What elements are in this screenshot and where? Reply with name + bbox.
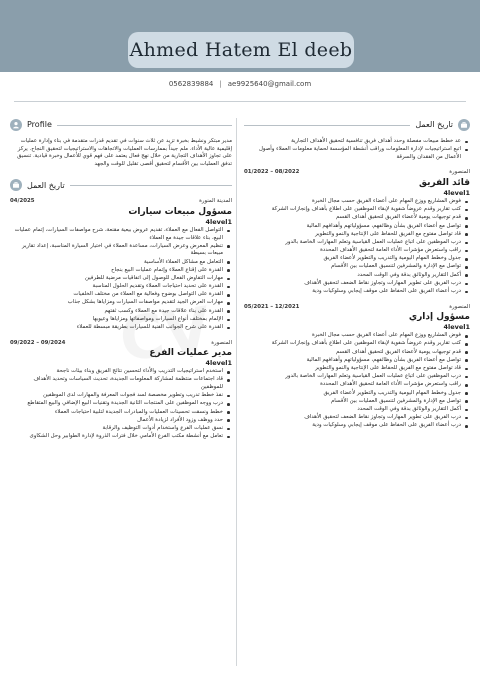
job-title: مسؤول إداري xyxy=(408,312,470,323)
profile-summary: مدير مبتكر ونشيط بخبرة تزيد عن ثلاث سنوات في تقديم قدرات متقدمة في بناء وإدارة عمليات إقليمية عالية الأداء. ملم جيداً بممارسات العمليات والاتجاهات والاستراتيجيات لتحقيق النجاح. يركز على تجاوز الأهداف التجارية من خلال نهج فعال يعتمد على فهم قوي للأعمال وخبرة قيادية. تنسيق تدفق العمليات بين الأقسام لتحقيق أقصى تقليل للوقت والجهد xyxy=(17,138,232,167)
job-meta xyxy=(10,340,232,348)
list-item: نفذ خطط تدريب وتطوير مخصصة لسد فجوات المعرفة والمهارات لدى الموظفين xyxy=(10,392,223,400)
job-entry xyxy=(244,304,470,430)
profile-title: Profile xyxy=(27,120,52,130)
section-rule xyxy=(57,125,232,126)
list-item: درب أعضاء الفريق على الحفاظ على موقف إيجابي وسلوكيات ودية xyxy=(244,422,461,430)
list-item: جدول وخطط المهام اليومية والتدريب والتطوير لأعضاء الفريق xyxy=(244,390,461,398)
work-history-heading-left xyxy=(10,178,232,192)
list-item: تواصل مع أعضاء الفريق بشأن وظائفهم، مسؤولياتهم وأهدافهم المالية xyxy=(244,357,461,365)
job-location: المنصورة xyxy=(211,339,232,346)
section-rule xyxy=(244,125,410,126)
list-item: التعامل مع مشاكل العملاء الأساسية xyxy=(10,259,223,267)
list-item: أكمل التقارير والوثائق بدقة وفي الوقت المحدد xyxy=(244,272,461,280)
work-history-heading-right xyxy=(244,118,470,132)
work-history-title-left: تاريخ العمل xyxy=(27,180,65,190)
list-item: القدرة على بناء علاقات جيدة مع العملاء وكسب ثقتهم xyxy=(10,308,223,316)
list-item: قدم توجيهات يومية لأعضاء الفريق لتحقيق أهداف القسم xyxy=(244,349,461,357)
list-item: القدرة على التواصل بوضوح وفعالية مع العملاء من مختلف الخلفيات xyxy=(10,291,223,299)
list-item: درب أعضاء الفريق على الحفاظ على موقف إيجابي وسلوكيات ودية xyxy=(244,288,461,296)
list-item: تنظيم المعرض وعرض السيارات، مساعدة العملاء في اختيار السيارة المناسبة، إعداد تقارير مبيعات بسيطة xyxy=(10,243,223,258)
job-meta xyxy=(244,304,470,312)
list-item: القدرة على شرح الجوانب الفنية للسيارات بطريقة مبسطة للعملاء xyxy=(10,324,223,332)
list-item: قاد اجتماعات منتظمة لمشاركة المعلومات الجديدة، تحديث السياسات وتحديد الأهداف للموظفين xyxy=(10,376,223,391)
phone-number: 0562839884 xyxy=(168,80,214,88)
list-item: نسق عمليات الفرع واستخدام أدوات التوظيف والرقابة xyxy=(10,425,223,433)
list-item: مهارات التفاوض الفعال للوصول إلى اتفاقيات مرضية للطرفين xyxy=(10,275,223,283)
right-column xyxy=(244,118,470,438)
list-item: راقب واستعرض مؤشرات الأداء العامة لتحقيق الأهداف المحددة xyxy=(244,381,461,389)
list-item: تواصل مع أعضاء الفريق بشأن وظائفهم، مسؤولياتهم وأهدافهم المالية xyxy=(244,223,461,231)
job-company: 4level1 xyxy=(443,188,470,197)
job-bullets xyxy=(244,332,470,430)
list-item: تواصل مع الإدارة والمشرفين لتنسيق العمليات بين الأقسام xyxy=(244,398,461,406)
column-divider xyxy=(236,118,237,666)
left-column xyxy=(10,118,232,449)
person-icon xyxy=(10,119,22,131)
job-dates: 01/2022 – 08/2022 xyxy=(244,169,300,176)
list-item: القدرة على إقناع العملاء وإتمام عمليات البيع بنجاح xyxy=(10,267,223,275)
profile-heading xyxy=(10,118,232,132)
briefcase-icon xyxy=(10,179,22,191)
list-item: قاد تواصل مفتوح مع الفريق للحفاظ على الإنتاجية والنمو والتطوير xyxy=(244,365,461,373)
list-item: درب الموظفين على اتباع عمليات العمل القياسية وتعلم المهارات الخاصة بالدور xyxy=(244,239,461,247)
list-item: جدول وخطط المهام اليومية والتدريب والتطوير لأعضاء الفريق xyxy=(244,255,461,263)
job-entry xyxy=(10,340,232,441)
job-dates: 05/2021 – 12/2021 xyxy=(244,303,300,310)
list-item: الإلمام بمختلف أنواع السيارات ومواصفاتها ومزاياها وعيوبها xyxy=(10,316,223,324)
contact-separator: | xyxy=(219,80,222,88)
email-address: ae9925640@gmail.com xyxy=(227,80,312,88)
job-location: المنصورة xyxy=(449,169,470,176)
list-item: مهارات العرض الجيد لتقديم مواصفات السيارات ومزاياها بشكل جذاب xyxy=(10,299,223,307)
job-meta xyxy=(10,198,232,206)
contact-line xyxy=(0,80,480,88)
list-item: راقب واستعرض مؤشرات الأداء العامة لتحقيق الأهداف المحددة xyxy=(244,247,461,255)
list-item: استخدم استراتيجيات التدريب والأداء لتحسين نتائج الفريق وبناء بيئات ناجحة xyxy=(10,368,223,376)
candidate-name: Ahmed Hatem El deeb xyxy=(129,39,353,61)
job-meta xyxy=(244,169,470,177)
job-dates: 04/2025 xyxy=(10,198,35,205)
list-item: درب الفريق على تطوير المهارات وتجاوز نقاط الضعف لتحقيق الأهداف xyxy=(244,280,461,288)
job-entry xyxy=(244,169,470,295)
list-item: فوض المشاريع ووزع المهام على أعضاء الفريق حسب مجال الخبرة xyxy=(244,332,461,340)
list-item: درب الفريق على تطوير المهارات وتجاوز نقاط الضعف لتحقيق الأهداف xyxy=(244,414,461,422)
list-item: كتب تقارير وقدم عروضاً شفوية لإبقاء الموظفين على اطلاع بأهداف وإنجازات الشركة xyxy=(244,340,461,348)
job-bullets xyxy=(10,368,232,441)
list-item: كتب تقارير وقدم عروضاً شفوية لإبقاء الموظفين على اطلاع بأهداف وإنجازات الشركة xyxy=(244,206,461,214)
list-item: قدم توجيهات يومية لأعضاء الفريق لتحقيق أهداف القسم xyxy=(244,214,461,222)
job-entry xyxy=(10,198,232,331)
briefcase-icon xyxy=(458,119,470,131)
job-company: 4level1 xyxy=(205,359,232,368)
list-item: القدرة على تحديد احتياجات العملاء وتقديم الحلول المناسبة xyxy=(10,283,223,291)
work-history-title-right: تاريخ العمل xyxy=(415,120,453,130)
list-item: فوض المشاريع ووزع المهام على أعضاء الفريق حسب مجال الخبرة xyxy=(244,198,461,206)
list-item: تعامل مع أنشطة مكتب الفرع الأمامي خلال فترات الذروة لإدارة الطوابير وحل الشكاوى xyxy=(10,433,223,441)
job-title: مدير عمليات الفرع xyxy=(149,348,232,359)
job-location: المدينة المنورة xyxy=(199,198,232,205)
job-company: 4level1 xyxy=(443,323,470,332)
list-item: أكمل التقارير والوثائق بدقة وفي الوقت المحدد xyxy=(244,406,461,414)
name-plate xyxy=(128,32,354,68)
list-item: درب ووجه الموظفين على المنتجات الثانية الجديدة وتقنيات البيع الإضافي والبيع المتقاطع xyxy=(10,400,223,408)
list-item: عد خطط مبيعات مفصلة وحدد أهداف فريق تنافسية لتحقيق الأهداف التجارية xyxy=(244,138,461,146)
list-item: خطط ونسقت تحسينات العمليات والمبادرات الجديدة لتلبية احتياجات العملاء xyxy=(10,409,223,417)
job-bullets xyxy=(10,227,232,332)
header-divider xyxy=(14,101,466,102)
section-rule xyxy=(70,185,232,186)
list-item: درب الموظفين على اتباع عمليات العمل القياسية وتعلم المهارات الخاصة بالدور xyxy=(244,373,461,381)
list-item: التواصل الفعال مع العملاء، تقديم عروض بيعية مقنعة، شرح مواصفات السيارات، إتمام عمليات البيع، بناء علاقات جيدة مع العملاء xyxy=(10,227,223,242)
list-item: اتبع استراتيجيات لإدارة المعلومات وراقب أنشطة المؤسسة لحماية معلومات العملاء وأصول الأعمال من الفقدان والسرقة xyxy=(244,146,461,161)
job-dates: 09/2022 – 09/2024 xyxy=(10,339,66,346)
job-title: قائد الفريق xyxy=(418,177,470,188)
list-item: تواصل مع الإدارة والمشرفين لتنسيق العمليات بين الأقسام xyxy=(244,263,461,271)
job-location: المنصورة xyxy=(449,303,470,310)
job-company: 4level1 xyxy=(205,217,232,226)
job-title: مسؤول مبيعات سيارات xyxy=(128,206,232,217)
list-item: حدد ووظف وزود الأفراد لزيادة الأعمال xyxy=(10,417,223,425)
intro-bullets xyxy=(244,138,470,161)
list-item: قاد تواصل مفتوح مع الفريق للحفاظ على الإنتاجية والنمو والتطوير xyxy=(244,231,461,239)
job-bullets xyxy=(244,198,470,296)
